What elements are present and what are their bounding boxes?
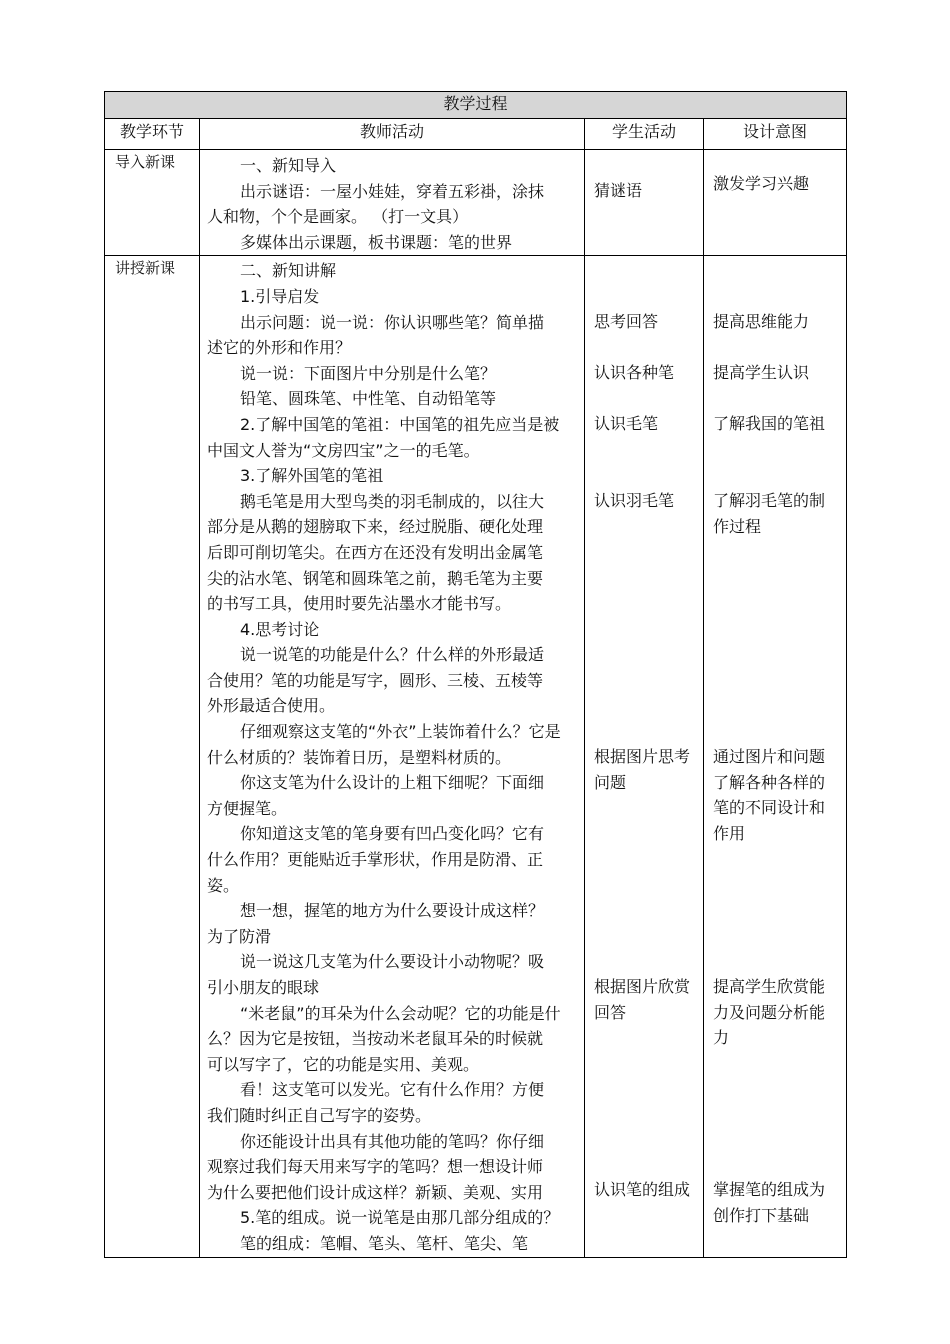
teacher-line: 部分是从鹅的翅膀取下来，经过脱脂、硬化处理 (207, 517, 544, 537)
table-row (105, 150, 847, 256)
student-activity: 回答 (594, 1003, 627, 1023)
teacher-line: 的书写工具，使用时要先沾墨水才能书写。 (207, 594, 512, 614)
design-intent: 笔的不同设计和 (713, 798, 826, 818)
intent-cell (704, 150, 847, 256)
teacher-line: 么？因为它是按钮，当按动米老鼠耳朵的时候就 (207, 1029, 544, 1049)
design-intent: 作过程 (713, 517, 762, 537)
design-intent: 了解羽毛笔的制 (713, 491, 826, 511)
teacher-line: 铅笔、圆珠笔、中性笔、自动铅笔等 (240, 389, 497, 409)
teacher-line: 你这支笔为什么设计的上粗下细呢？下面细 (240, 773, 545, 793)
design-intent: 提高学生欣赏能 (713, 977, 826, 997)
design-intent: 力 (713, 1028, 730, 1048)
teacher-line: 合使用？笔的功能是写字，圆形、三棱、五棱等 (207, 670, 544, 690)
teacher-line: 你知道这支笔的笔身要有凹凸变化吗？它有 (240, 824, 545, 844)
teacher-line: “米老鼠”的耳朵为什么会动呢？它的功能是什 (240, 1003, 561, 1023)
table-title-row (105, 92, 847, 119)
student-cell (585, 256, 704, 1257)
table-row (105, 256, 847, 1257)
design-intent: 作用 (713, 824, 746, 844)
stage-label: 讲授新课 (115, 259, 176, 278)
student-activity: 认识笔的组成 (594, 1180, 691, 1200)
header-teacher: 教师活动 (200, 119, 585, 150)
teacher-line: 4.思考讨论 (240, 619, 320, 639)
table-header-row (105, 119, 847, 150)
design-intent: 了解我国的笔祖 (713, 414, 826, 434)
design-intent: 提高学生认识 (713, 363, 810, 383)
design-intent: 力及问题分析能 (713, 1003, 826, 1023)
teacher-line: 笔的组成：笔帽、笔头、笔杆、笔尖、笔 (240, 1233, 529, 1253)
teacher-line: 后即可削切笔尖。在西方在还没有发明出金属笔 (207, 542, 544, 562)
student-activity: 猜谜语 (594, 181, 643, 200)
teacher-line: 尖的沾水笔、钢笔和圆珠笔之前，鹅毛笔为主要 (207, 568, 544, 588)
teacher-line: 一、新知导入 (240, 156, 337, 175)
teacher-line: 姿。 (207, 875, 240, 895)
student-activity: 认识各种笔 (594, 363, 675, 383)
teacher-line: 多媒体出示课题，板书课题：笔的世界 (240, 232, 513, 252)
teacher-line: 中国文人誉为“文房四宝”之一的毛笔。 (207, 440, 480, 460)
table-title: 教学过程 (105, 92, 847, 119)
teacher-line: 鹅毛笔是用大型鸟类的羽毛制成的，以往大 (240, 491, 545, 511)
student-cell (585, 150, 704, 256)
design-intent: 激发学习兴趣 (713, 174, 810, 193)
teacher-line: 3.了解外国笔的笔祖 (240, 466, 384, 486)
student-activity: 思考回答 (594, 312, 659, 332)
teacher-line: 仔细观察这支笔的“外衣”上装饰着什么？它是 (240, 722, 561, 742)
teacher-line: 方便握笔。 (207, 798, 288, 818)
teacher-line: 出示谜语：一屋小娃娃，穿着五彩褂，涂抹 (240, 181, 545, 201)
design-intent: 通过图片和问题 (713, 747, 826, 767)
teacher-line: 想一想，握笔的地方为什么要设计成这样？ (240, 901, 545, 921)
teacher-line: 什么材质的？装饰着日历，是塑料材质的。 (207, 747, 512, 767)
teaching-process-table (104, 91, 847, 1258)
stage-label: 导入新课 (115, 153, 176, 171)
teacher-line: 为了防滑 (207, 926, 272, 946)
design-intent: 提高思维能力 (713, 312, 810, 332)
teacher-line: 引小朋友的眼球 (207, 978, 320, 997)
teacher-line: 5.笔的组成。说一说笔是由那几部分组成的？ (240, 1208, 560, 1228)
teacher-line: 观察过我们每天用来写字的笔吗？想一想设计师 (207, 1157, 544, 1177)
header-intent: 设计意图 (704, 119, 847, 150)
stage-cell (105, 150, 200, 256)
teacher-line: 述它的外形和作用？ (207, 338, 352, 358)
teacher-cell (200, 256, 585, 1257)
student-activity: 问题 (594, 773, 627, 793)
teacher-line: 1.引导启发 (240, 286, 320, 306)
header-student: 学生活动 (585, 119, 704, 150)
teacher-line: 2.了解中国笔的笔祖：中国笔的祖先应当是被 (240, 414, 560, 434)
teacher-line: 你还能设计出具有其他功能的笔吗？你仔细 (240, 1131, 545, 1151)
header-stage: 教学环节 (105, 119, 200, 150)
teacher-line: 我们随时纠正自己写字的姿势。 (207, 1105, 432, 1125)
teacher-line: 什么作用？更能贴近手掌形状，作用是防滑、正 (207, 850, 544, 870)
teacher-line: 说一说这几支笔为什么要设计小动物呢？吸 (240, 952, 545, 972)
teacher-line: 二、新知讲解 (240, 261, 337, 281)
design-intent: 了解各种各样的 (713, 773, 826, 793)
student-activity: 认识毛笔 (594, 414, 659, 434)
student-activity: 根据图片欣赏 (594, 977, 691, 997)
teacher-line: 可以写字了，它的功能是实用、美观。 (207, 1054, 480, 1074)
stage-cell (105, 256, 200, 1257)
teacher-line: 看！这支笔可以发光。它有什么作用？方便 (240, 1080, 545, 1100)
teacher-line: 为什么要把他们设计成这样？新颖、美观、实用 (207, 1182, 544, 1202)
design-intent: 创作打下基础 (713, 1206, 810, 1226)
teacher-line: 说一说笔的功能是什么？什么样的外形最适 (240, 645, 545, 665)
student-activity: 根据图片思考 (594, 747, 691, 767)
teacher-line: 说一说：下面图片中分别是什么笔？ (240, 363, 497, 383)
student-activity: 认识羽毛笔 (594, 491, 675, 511)
intent-cell (704, 256, 847, 1257)
teacher-line: 出示问题：说一说：你认识哪些笔？简单描 (240, 312, 545, 332)
design-intent: 掌握笔的组成为 (713, 1180, 826, 1200)
teacher-line: 外形最适合使用。 (207, 696, 336, 716)
teacher-cell (200, 150, 585, 256)
teacher-line: 人和物，个个是画家。 （打一文具） (207, 207, 469, 227)
